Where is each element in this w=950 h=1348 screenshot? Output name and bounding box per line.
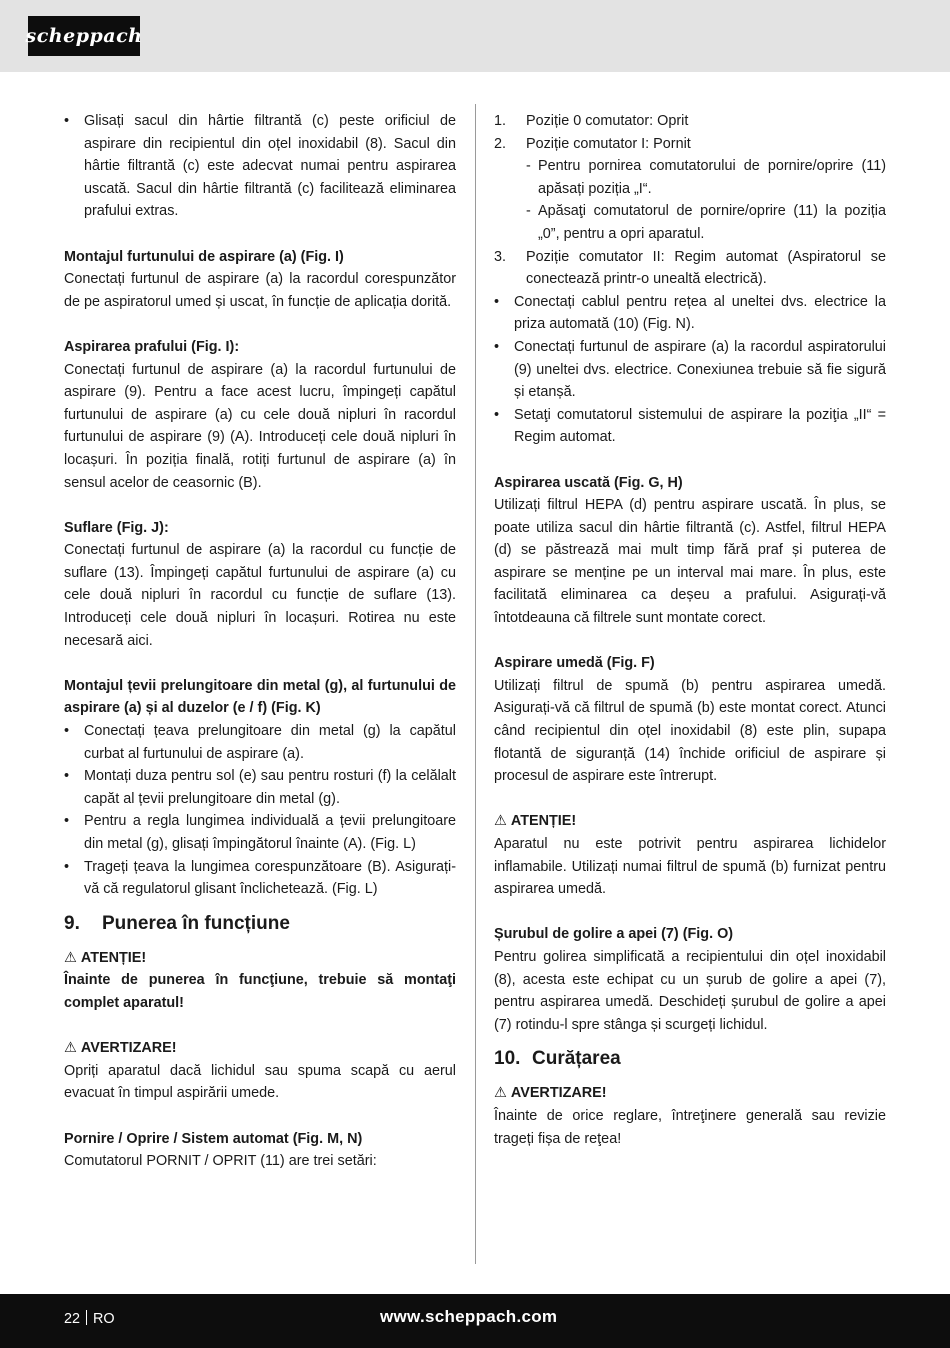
scheppach-logo xyxy=(25,16,143,56)
tube-bullet-list xyxy=(64,720,456,901)
list-item: • Conectați cablul pentru rețea al uneltei dvs. electrice la priza automată (10) (Fig. N). xyxy=(494,291,886,336)
item-number: 2. xyxy=(494,135,507,152)
dust-paragraph: Conectați furtunul de aspirare (a) la racordul furtunului de aspirare (9). Pentru a face acest lucru, împingeți capătul furtunului de aspirare (a) cu cele două nipluri în racordul furtunului de aspirare (9) (A). Introduceți cele două nipluri în locașuri. În poziția finală, rotiți furtunul de aspirare (a) în sensul acelor de ceasornic (B). xyxy=(64,361,456,491)
intro-bullet-list xyxy=(64,110,456,223)
warning-triangle-icon: ⚠ xyxy=(494,813,507,830)
wet-paragraph: Utilizați filtrul de spumă (b) pentru aspirarea umedă. Asigurați-vă că filtrul de spumă (b) este montat corect. Atunci când recipientul din oțel inoxidabil (8) este plin, supapa flotantă de siguranță (14) închide orificiul de aspirare și procesul de aspirare este întrerupt. xyxy=(494,677,886,785)
warning-triangle-icon: ⚠ xyxy=(64,1040,77,1057)
footer-separator xyxy=(86,1310,87,1325)
switch-heading: Pornire / Oprire / Sistem automat (Fig. M, N) xyxy=(64,1130,363,1147)
list-item: • Conectați țeava prelungitoare din metal (g) la capătul curbat al furtunului de aspirare (a). xyxy=(64,720,456,765)
right-column xyxy=(494,110,886,1150)
list-item: • Montați duza pentru sol (e) sau pentru rosturi (f) la celălalt capăt al țevii prelungitoare din metal (g). xyxy=(64,765,456,810)
warning-label-row xyxy=(494,1082,886,1105)
attention-label-row xyxy=(64,947,456,970)
sub-item: - Apăsaţi comutatorul de pornire/oprire (11) la poziția „0”, pentru a opri aparatul. xyxy=(526,203,886,242)
list-item: • Conectați furtunul de aspirare (a) la racordul aspiratorului (9) uneltei dvs. electrice. Conexiunea trebuie să fie sigură și etanșă. xyxy=(494,336,886,404)
section-title: Punerea în funcțiune xyxy=(102,912,290,934)
sub-item-text: Apăsaţi comutatorul de pornire/oprire (11) la poziția „0”, pentru a opri aparatul. xyxy=(538,203,886,242)
drain-paragraph: Pentru golirea simplificată a recipientului din oțel inoxidabil (8), acesta este echipat cu un șurub de golire a apei (7), pentru aspirarea umedă. Deschideți șurubul de golire a apei (7) rotindu-l spre stânga și scurgeți lichidul. xyxy=(494,948,886,1033)
list-item: • Trageți țeava la lungimea corespunzătoare (B). Asigurați-vă că regulatorul glisant înclichetează. (Fig. L) xyxy=(64,856,456,901)
section-9-heading xyxy=(64,911,456,937)
dust-heading: Aspirarea prafului (Fig. I): xyxy=(64,338,240,355)
item-text: Poziție comutator I: Pornit xyxy=(526,135,691,152)
language-code: RO xyxy=(93,1311,115,1327)
hose-heading: Montajul furtunului de aspirare (a) (Fig. I) xyxy=(64,248,344,265)
page-footer xyxy=(0,1294,950,1348)
website-url: www.scheppach.com xyxy=(380,1307,558,1326)
tube-heading: Montajul țevii prelungitoare din metal (g), al furtunului de aspirare (a) și al duzelor (e / f) (Fig. K) xyxy=(64,677,456,717)
item-number: 1. xyxy=(494,113,507,129)
blow-heading: Suflare (Fig. J): xyxy=(64,519,169,536)
attention-paragraph: Înainte de punerea în funcţiune, trebuie să montaţi complet aparatul! xyxy=(64,972,456,1011)
list-item: • Glisați sacul din hârtie filtrantă (c) peste orificiul de aspirare din recipientul din oțel inoxidabil (8). Sacul din hârtie filtrantă (c) este adecvat numai pentru aspirarea uscată. Sacul din hârtie filtrantă (c) facilitează eliminarea prafului extras. xyxy=(64,110,456,223)
sub-item-text: Pentru pornirea comutatorului de pornire/oprire (11) apăsați poziția „I“. xyxy=(538,158,886,197)
item-number: 3. xyxy=(494,248,507,265)
switch-position-1 xyxy=(494,133,886,156)
warning-label: AVERTIZARE! xyxy=(80,1040,177,1057)
column-divider xyxy=(475,104,476,1264)
page-number: 22 xyxy=(64,1311,81,1327)
item-text: Poziție 0 comutator: Oprit xyxy=(526,113,689,129)
warning-triangle-icon: ⚠ xyxy=(494,1085,507,1102)
warning-paragraph: Înainte de orice reglare, întreţinere generală sau revizie trageți fișa de reţea! xyxy=(494,1107,886,1147)
dry-paragraph: Utilizați filtrul HEPA (d) pentru aspirare uscată. În plus, se poate utiliza sacul din hârtie filtrantă (c). Astfel, filtrul HEPA (d) se păstrează mai mult timp fără praf și puterea de aspirare se menține pe un interval mai mare. În plus, este facilitată eliminarea ca deșeu a prafului. Asigurați-vă întotdeauna că filtrele sunt montate corect. xyxy=(494,497,886,627)
switch-paragraph: Comutatorul PORNIT / OPRIT (11) are trei setări: xyxy=(64,1153,377,1170)
page-indicator xyxy=(64,1310,115,1327)
section-number: 10. xyxy=(494,1048,521,1070)
switch-position-2 xyxy=(494,246,886,291)
section-number: 9. xyxy=(64,912,80,934)
attention-label: ATENȚIE! xyxy=(80,949,147,966)
wet-heading: Aspirare umedă (Fig. F) xyxy=(494,655,655,672)
switch-position-0 xyxy=(494,110,886,133)
warning-paragraph: Opriți aparatul dacă lichidul sau spuma scapă cu aerul evacuat în timpul aspirării umede. xyxy=(64,1062,456,1102)
logo-text: scheppach xyxy=(25,25,143,47)
attention-paragraph: Aparatul nu este potrivit pentru aspirarea lichidelor inflamabile. Utilizați numai filtrul de spumă (b) furnizat pentru aspirarea umedă. xyxy=(494,836,886,898)
auto-bullet-list xyxy=(494,291,886,449)
attention-label: ATENȚIE! xyxy=(510,813,577,830)
warning-triangle-icon: ⚠ xyxy=(64,949,77,966)
hose-paragraph: Conectați furtunul de aspirare (a) la racordul corespunzător de pe aspiratorul umed și uscat, în funcție de aplicația dorită. xyxy=(64,271,456,310)
page-header xyxy=(0,0,950,72)
section-title: Curățarea xyxy=(532,1048,621,1070)
section-10-heading xyxy=(494,1046,886,1072)
list-item: • Setaţi comutatorul sistemului de aspirare la poziţia „II“ = Regim automat. xyxy=(494,404,886,449)
list-item: • Pentru a regla lungimea individuală a țevii prelungitoare din metal (g), glisați împingătorul înainte (A). (Fig. L) xyxy=(64,810,456,855)
warning-label-row xyxy=(64,1037,456,1060)
warning-label: AVERTIZARE! xyxy=(510,1085,607,1102)
item-text: Poziție comutator II: Regim automat (Aspiratorul se conectează printr-o unealtă electrică). xyxy=(526,248,886,288)
attention-label-row xyxy=(494,810,886,833)
left-column xyxy=(64,110,456,1173)
dry-heading: Aspirarea uscată (Fig. G, H) xyxy=(494,474,683,491)
drain-heading: Șurubul de golire a apei (7) (Fig. O) xyxy=(494,926,734,943)
sub-item: - Pentru pornirea comutatorului de pornire/oprire (11) apăsați poziția „I“. xyxy=(526,158,886,197)
blow-paragraph: Conectați furtunul de aspirare (a) la racordul cu funcție de suflare (13). Împingeți capătul furtunului de aspirare (a) cu cele două nipluri în racordul cu funcție de suflare (13). Introduceți cele două nipluri în locașuri. Rotirea nu este necesară aici. xyxy=(64,542,456,649)
